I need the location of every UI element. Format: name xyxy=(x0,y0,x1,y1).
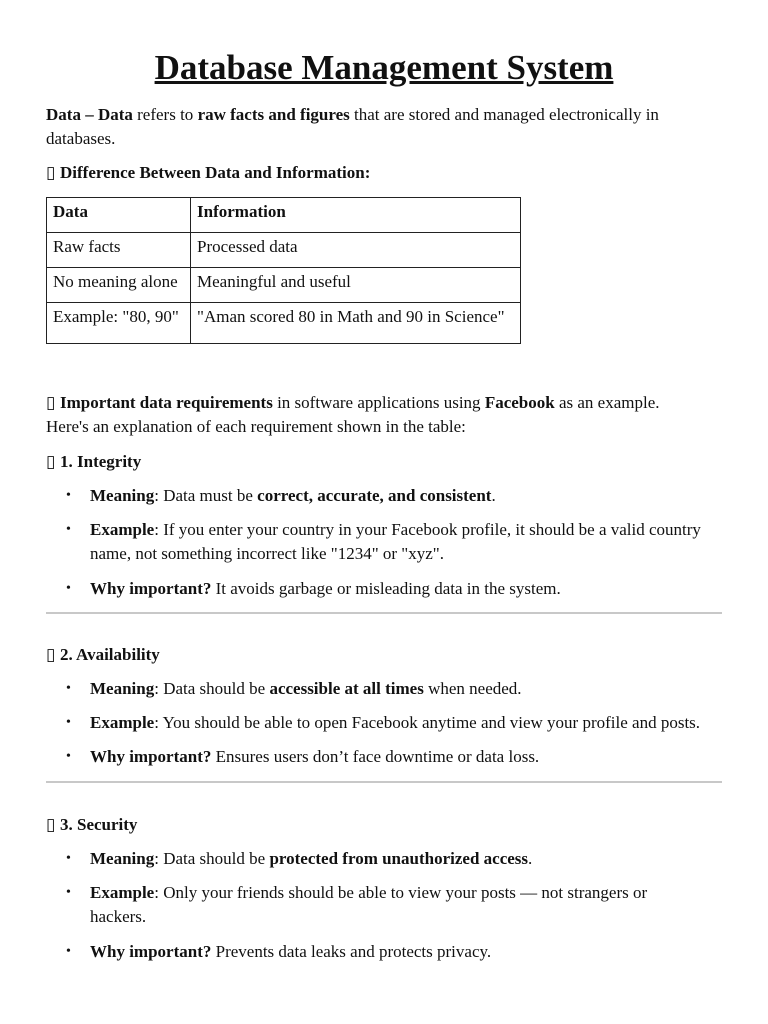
example-text: : If you enter your country in your Facebook profile, it should be a valid country name, not something incorrect like "1234" or "xyz". xyxy=(90,520,701,563)
example-label: Example xyxy=(90,520,155,539)
requirements-text-1: in software applications using xyxy=(272,393,485,412)
meaning-text-end: when needed. xyxy=(423,679,522,698)
list-item xyxy=(46,518,726,566)
section-heading-security xyxy=(46,813,137,837)
meaning-bold: accessible at all times xyxy=(269,679,424,698)
list-item xyxy=(46,677,726,701)
intro-text-1: refers to xyxy=(132,105,198,124)
section-heading-text: 2. Availability xyxy=(60,645,160,664)
meaning-text: : Data should be xyxy=(154,679,270,698)
box-glyph-icon: ▯ xyxy=(46,815,56,834)
box-glyph-icon: ▯ xyxy=(46,645,56,664)
requirements-line-2: Here's an explanation of each requirement shown in the table: xyxy=(46,417,466,436)
section-list-availability xyxy=(46,677,726,769)
list-item xyxy=(46,484,726,508)
comparison-table xyxy=(46,197,521,344)
list-item xyxy=(46,940,726,964)
table-cell: "Aman scored 80 in Math and 90 in Science" xyxy=(191,303,521,344)
table-header-row xyxy=(47,198,521,233)
list-item xyxy=(46,745,726,769)
example-text: : Only your friends should be able to view your posts — not strangers or hackers. xyxy=(90,883,648,926)
requirements-bold-1: Important data requirements xyxy=(60,393,273,412)
why-label: Why important? xyxy=(90,942,212,961)
box-glyph-icon: ▯ xyxy=(46,163,56,182)
why-text: Ensures users don’t face downtime or data loss. xyxy=(211,747,540,766)
meaning-text-end: . xyxy=(528,849,533,868)
difference-heading-text: Difference Between Data and Information: xyxy=(60,163,371,182)
example-label: Example xyxy=(90,713,155,732)
box-glyph-icon: ▯ xyxy=(46,452,56,471)
why-text: It avoids garbage or misleading data in the system. xyxy=(211,579,561,598)
page-title: Database Management System xyxy=(154,48,614,87)
table-cell: Meaningful and useful xyxy=(191,268,521,303)
requirements-intro xyxy=(46,391,722,439)
section-list-integrity xyxy=(46,484,726,601)
table-cell: No meaning alone xyxy=(47,268,191,303)
meaning-label: Meaning xyxy=(90,486,155,505)
list-item xyxy=(46,847,726,871)
section-divider xyxy=(46,781,722,783)
meaning-bold: correct, accurate, and consistent xyxy=(257,486,492,505)
example-text: : You should be able to open Facebook anytime and view your profile and posts. xyxy=(154,713,701,732)
table-cell: Example: "80, 90" xyxy=(47,303,191,344)
requirements-bold-2: Facebook xyxy=(484,393,555,412)
table-header-information: Information xyxy=(191,198,521,233)
section-list-security xyxy=(46,847,726,964)
difference-heading xyxy=(46,161,370,185)
intro-bold: raw facts and figures xyxy=(197,105,350,124)
section-heading-availability xyxy=(46,643,160,667)
table-cell: Processed data xyxy=(191,233,521,268)
list-item xyxy=(46,711,726,735)
table-cell: Raw facts xyxy=(47,233,191,268)
section-divider xyxy=(46,612,722,614)
box-glyph-icon: ▯ xyxy=(46,393,56,412)
section-heading-text: 3. Security xyxy=(60,815,138,834)
intro-paragraph xyxy=(46,103,722,151)
list-item xyxy=(46,577,726,601)
requirements-text-2: as an example. xyxy=(554,393,660,412)
why-text: Prevents data leaks and protects privacy. xyxy=(211,942,492,961)
meaning-text-end: . xyxy=(491,486,496,505)
table-row xyxy=(47,303,521,344)
example-label: Example xyxy=(90,883,155,902)
table-row xyxy=(47,268,521,303)
table-row xyxy=(47,233,521,268)
meaning-label: Meaning xyxy=(90,679,155,698)
table-header-data: Data xyxy=(47,198,191,233)
section-heading-integrity xyxy=(46,450,141,474)
intro-term: Data – Data xyxy=(46,105,133,124)
why-label: Why important? xyxy=(90,747,212,766)
meaning-label: Meaning xyxy=(90,849,155,868)
section-heading-text: 1. Integrity xyxy=(60,452,142,471)
meaning-bold: protected from unauthorized access xyxy=(269,849,529,868)
meaning-text: : Data must be xyxy=(154,486,258,505)
list-item xyxy=(46,881,726,929)
meaning-text: : Data should be xyxy=(154,849,270,868)
intro-text-2: that are stored and managed electronically in databases. xyxy=(46,105,659,148)
why-label: Why important? xyxy=(90,579,212,598)
